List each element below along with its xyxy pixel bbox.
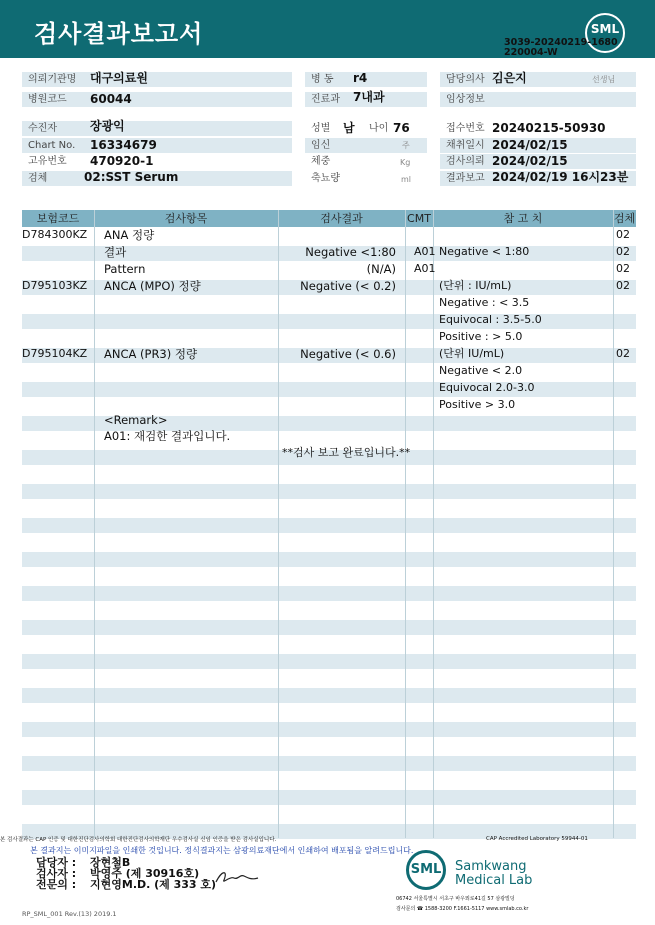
table-stripe (22, 518, 636, 533)
chart-no-label: Chart No. (22, 138, 292, 153)
urine-unit: ml (401, 175, 412, 184)
age-value: 76 (393, 121, 410, 135)
signature-icon (212, 868, 260, 886)
col-header-result: 검사결과 (320, 212, 363, 225)
document-number (504, 38, 618, 58)
specialist-label: 전문의 : (36, 878, 77, 891)
specimen-code: 02 (616, 262, 630, 275)
specialist-value: 지현영M.D. (제 333 호) (90, 878, 217, 891)
reporter-value: 장현철B (90, 856, 131, 869)
test-item: ANCA (MPO) 정량 (104, 279, 201, 293)
test-item: ANCA (PR3) 정량 (104, 347, 198, 361)
pregnancy-unit: 주 (402, 141, 410, 150)
chart-no-value: 16334679 (90, 138, 157, 152)
reference-range: Positive > 3.0 (439, 398, 516, 411)
column-divider (433, 210, 434, 838)
test-result: (N/A) (366, 262, 396, 276)
table-stripe (22, 314, 636, 329)
accession-value: 20240215-50930 (492, 121, 606, 135)
sex-label: 성별 (311, 123, 331, 134)
clinical-info-label: 임상정보 (440, 92, 636, 107)
report-date-value: 2024/02/19 16시23분 (492, 170, 629, 184)
image-print-notice: 본 결과지는 이미지파일을 인쇄한 것입니다. 정식결과지는 삼광의료재단에서 인쇄하여 배포됨을 알려드립니다. (30, 846, 414, 855)
col-header-item: 검사항목 (164, 212, 208, 225)
unique-id-label: 고유번호 (28, 156, 67, 167)
institution-value: 대구의료원 (90, 71, 148, 85)
insurance-code: D784300KZ (22, 228, 88, 241)
doctor-value: 김은지 (492, 71, 527, 85)
test-result: Negative (< 0.6) (300, 347, 396, 361)
specimen-code: 02 (616, 347, 630, 360)
document-number-line1: 3039-20240219-1680 (504, 37, 618, 48)
col-header-reference: 참 고 치 (503, 212, 543, 225)
specimen-label: 검체 (22, 171, 292, 186)
report-date-label: 결과보고 (440, 171, 636, 186)
comment-code: A01 (414, 262, 436, 275)
sex-value: 남 (343, 121, 355, 135)
col-header-cmt: CMT (407, 212, 431, 225)
report-title: 검사결과보고서 (34, 20, 204, 48)
reference-range: Negative : < 3.5 (439, 296, 530, 309)
sml-lab-logo-text: SML (410, 862, 442, 877)
sml-logo-text: SML (590, 22, 620, 36)
collect-label: 채취일시 (440, 138, 636, 153)
specimen-value: 02:SST Serum (84, 170, 179, 184)
hospital-code-value: 60044 (90, 92, 132, 106)
dept-value: 7내과 (353, 90, 385, 104)
comment-code: A01 (414, 245, 436, 258)
table-stripe (22, 790, 636, 805)
table-stripe (22, 756, 636, 771)
test-item: Pattern (104, 262, 146, 276)
col-header-specimen: 검체 (613, 212, 636, 225)
table-stripe (22, 688, 636, 703)
weight-label: 체중 (311, 156, 331, 167)
specimen-code: 02 (616, 279, 630, 292)
remark-text: A01: 재검한 결과입니다. (104, 429, 231, 443)
revision-code: RP_SML_001 Rev.(13) 2019.1 (22, 910, 117, 918)
table-stripe (22, 620, 636, 635)
doctor-suffix: 선생님 (592, 75, 616, 84)
reporter-label: 담당자 : (36, 856, 77, 869)
pregnancy-label: 임신 (305, 138, 427, 153)
ward-value: r4 (353, 71, 368, 85)
certification-line: 본 검사결과는 CAP 인증 및 대한진단검사의학회 대한진단검사의학재단 우수검사실 신임 인증을 받은 검사실입니다. (0, 837, 277, 843)
age-label: 나이 (369, 123, 389, 134)
reference-range: Negative < 1:80 (439, 245, 530, 258)
reference-range: Negative < 2.0 (439, 364, 523, 377)
patient-label: 수진자 (22, 121, 292, 136)
lab-name-line2: Medical Lab (455, 873, 533, 888)
test-result: Negative (< 0.2) (300, 279, 396, 293)
report-complete-text: **검사 보고 완료입니다.** (282, 446, 411, 459)
col-header-code: 보험코드 (36, 212, 80, 225)
table-stripe (22, 484, 636, 499)
specimen-code: 02 (616, 228, 630, 241)
lab-contact: 검사문의 ☎ 1588-3200 F.1661-5117 www.smlab.co.kr (396, 906, 529, 912)
ward-label: 병 동 (305, 72, 427, 87)
table-stripe (22, 654, 636, 669)
insurance-code: D795103KZ (22, 279, 88, 292)
weight-unit: Kg (400, 158, 411, 167)
test-item: ANA 정량 (104, 228, 155, 242)
specimen-code: 02 (616, 245, 630, 258)
test-item: 결과 (104, 245, 127, 259)
cap-accreditation: CAP Accredited Laboratory 59944-01 (486, 836, 588, 842)
column-divider (405, 210, 406, 838)
institution-label: 의뢰기관명 (22, 72, 292, 87)
tester-value: 박영주 (제 30916호) (90, 867, 200, 880)
reference-range: Equivocal : 3.5-5.0 (439, 313, 542, 326)
collect-value: 2024/02/15 (492, 138, 568, 152)
table-stripe (22, 552, 636, 567)
table-stripe (22, 586, 636, 601)
accession-label: 접수번호 (446, 123, 485, 134)
insurance-code: D795104KZ (22, 347, 88, 360)
table-stripe (22, 382, 636, 397)
urine-label: 축뇨량 (311, 173, 340, 184)
reference-range: Positive : > 5.0 (439, 330, 523, 343)
unique-id-value: 470920-1 (90, 154, 154, 168)
request-label: 검사의뢰 (440, 154, 636, 169)
document-number-line2: 220004-W (504, 47, 558, 58)
column-divider (278, 210, 279, 838)
table-stripe (22, 722, 636, 737)
remark-title: <Remark> (104, 413, 168, 427)
column-divider (94, 210, 95, 838)
dept-label: 진료과 (305, 92, 427, 107)
column-divider (613, 210, 614, 838)
reference-range: (단위 IU/mL) (439, 347, 505, 360)
tester-label: 검사자 : (36, 867, 77, 880)
hospital-code-label: 병원코드 (22, 92, 292, 107)
lab-address: 06742 서울특별시 서초구 바우뫼로41길 57 삼광빌딩 (396, 896, 515, 902)
reference-range: (단위 : IU/mL) (439, 279, 512, 292)
patient-value: 장광익 (90, 119, 125, 133)
doctor-label: 담당의사 (440, 72, 636, 87)
lab-name-line1: Samkwang (455, 859, 527, 874)
request-value: 2024/02/15 (492, 154, 568, 168)
lab-name (455, 860, 532, 888)
reference-range: Equivocal 2.0-3.0 (439, 381, 535, 394)
test-result: Negative <1:80 (305, 245, 396, 259)
